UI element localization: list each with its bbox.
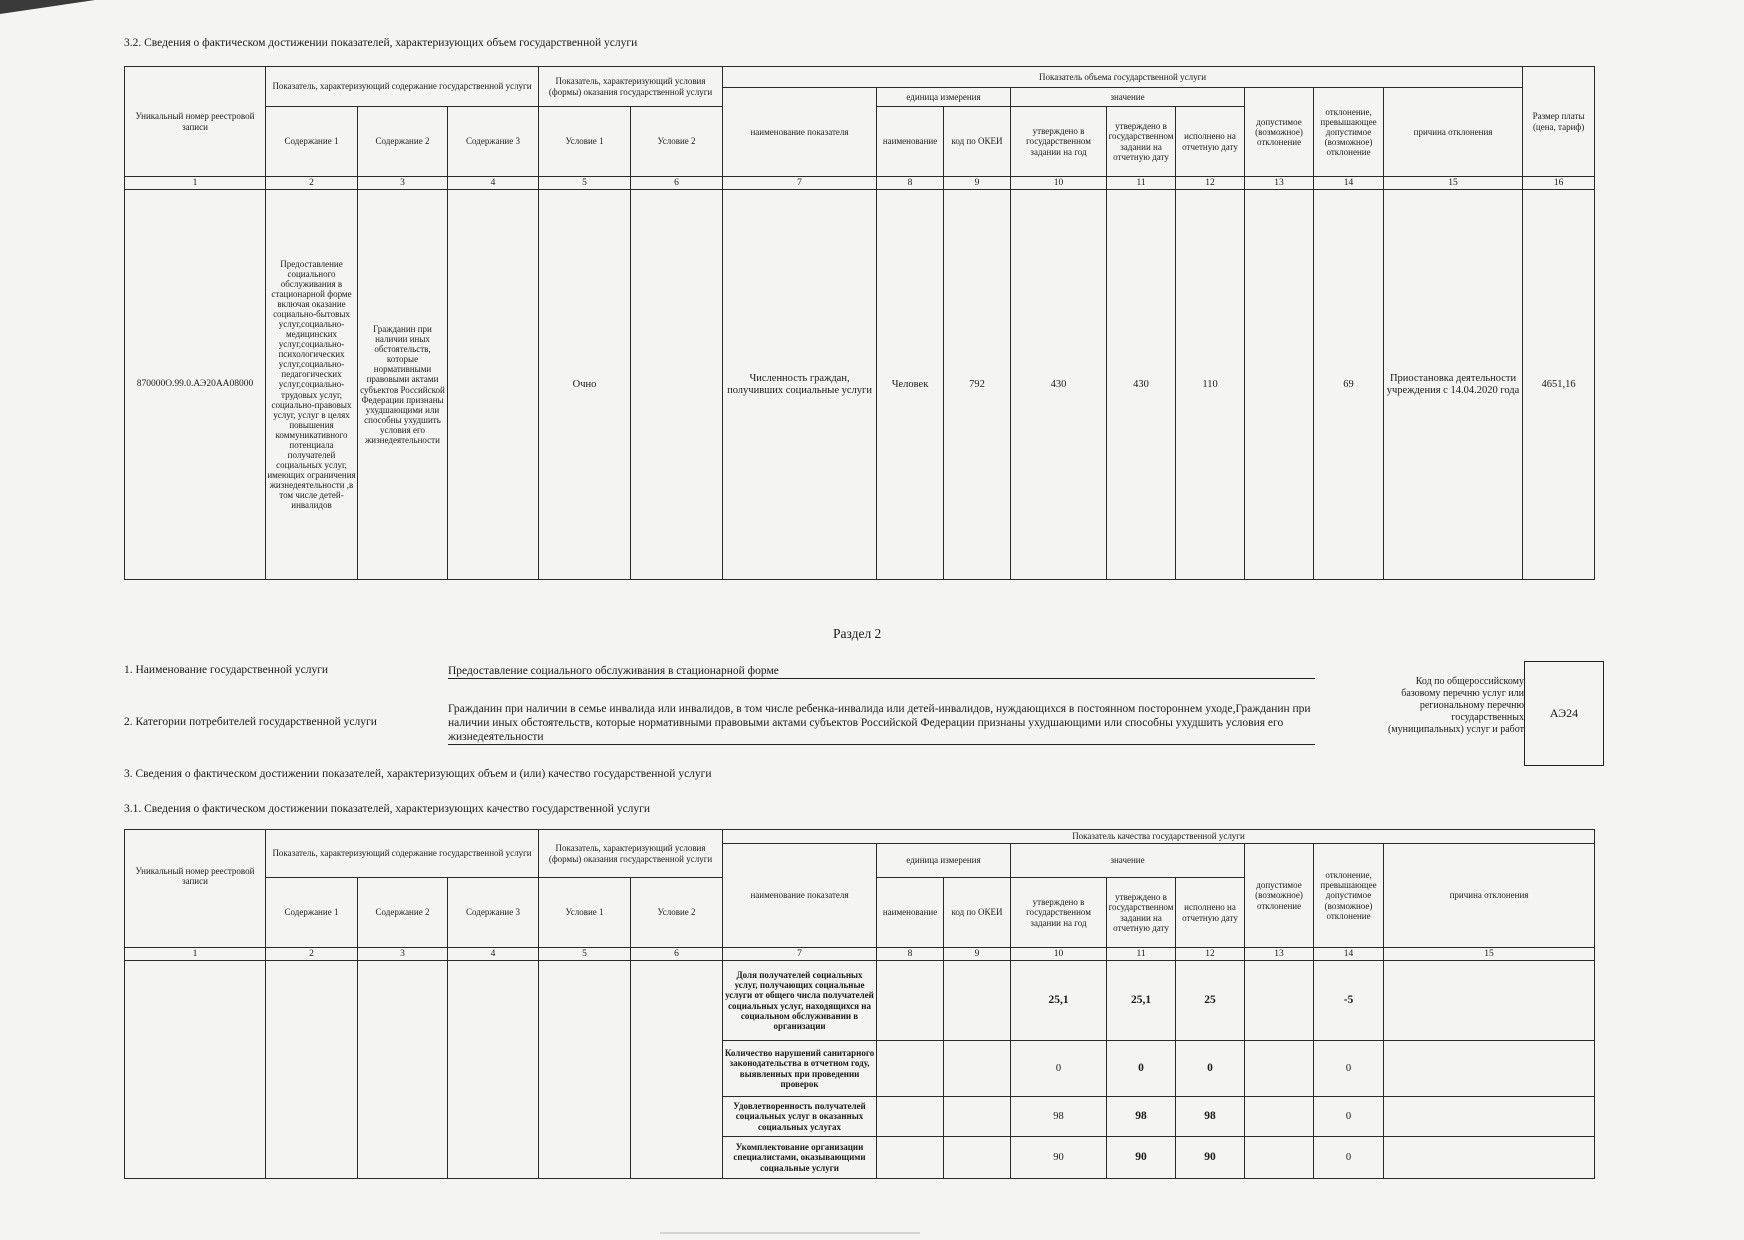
header-okei: код по ОКЕИ (944, 107, 1011, 177)
col-number: 9 (944, 948, 1011, 961)
header-indicator-name: наименование показателя (723, 844, 877, 948)
table-row (125, 190, 1595, 580)
indicator-cell: Численность граждан, получивших социальные услуги (723, 190, 877, 580)
indicator-cell: Доля получателей социальных услуг, получающих социальные услуги от общего числа получателей социальных услуг, находящихся на социальном обслуживании в организации (723, 961, 877, 1041)
okei-cell (944, 1097, 1011, 1137)
approved-year-cell: 98 (1011, 1097, 1107, 1137)
col-number: 5 (539, 177, 631, 190)
col-number: 15 (1384, 948, 1595, 961)
header-content-1: Содержание 1 (266, 878, 358, 948)
col-number: 3 (358, 177, 448, 190)
service-code-box: АЭ24 (1524, 661, 1604, 766)
col-number: 11 (1107, 948, 1176, 961)
okei-cell (944, 961, 1011, 1041)
scan-corner-mark (0, 0, 95, 14)
approved-year-cell: 90 (1011, 1137, 1107, 1179)
header-executed: исполнено на отчетную дату (1176, 878, 1245, 948)
content-3-cell (448, 961, 539, 1179)
section-heading: Раздел 2 (833, 626, 882, 641)
column-numbers-row (125, 948, 1595, 961)
col-number: 15 (1384, 177, 1523, 190)
col-number: 1 (125, 948, 266, 961)
executed-cell: 90 (1176, 1137, 1245, 1179)
reason-cell: Приостановка деятельности учреждения с 14.04.2020 года (1384, 190, 1523, 580)
allowed-deviation-cell (1245, 1097, 1314, 1137)
header-executed: исполнено на отчетную дату (1176, 107, 1245, 177)
okei-cell (944, 1041, 1011, 1097)
exceed-deviation-cell: 0 (1314, 1097, 1384, 1137)
allowed-deviation-cell (1245, 190, 1314, 580)
col-number: 13 (1245, 177, 1314, 190)
col-number: 13 (1245, 948, 1314, 961)
header-approved-date: утверждено в государственном задании на отчетную дату (1107, 107, 1176, 177)
col-number: 6 (631, 948, 723, 961)
header-content-1: Содержание 1 (266, 107, 358, 177)
header-registry: Уникальный номер реестровой записи (125, 67, 266, 177)
unit-cell (877, 961, 944, 1041)
header-content-3: Содержание 3 (448, 107, 539, 177)
executed-cell: 0 (1176, 1041, 1245, 1097)
col-number: 3 (358, 948, 448, 961)
condition-2-cell (631, 961, 723, 1179)
header-exceed-deviation: отклонение, превышающее допустимое (возможное) отклонение (1314, 88, 1384, 177)
indicator-cell: Удовлетворенность получателей социальных услуг в оказанных социальных услугах (723, 1097, 877, 1137)
unit-cell (877, 1097, 944, 1137)
header-content-group: Показатель, характеризующий содержание государственной услуги (266, 830, 539, 878)
executed-cell: 25 (1176, 961, 1245, 1041)
column-numbers-row (125, 177, 1595, 190)
col-number: 9 (944, 177, 1011, 190)
header-unit-name: наименование (877, 878, 944, 948)
header-allowed-deviation: допустимое (возможное) отклонение (1245, 844, 1314, 948)
item-3-title: 3. Сведения о фактическом достижении показателей, характеризующих объем и (или) качество государственной услуги (124, 768, 712, 780)
col-number: 4 (448, 948, 539, 961)
col-number: 14 (1314, 177, 1384, 190)
consumer-categories-value: Гражданин при наличии в семье инвалида или инвалидов, в том числе ребенка-инвалида или детей-инвалидов, нуждающихся в постоянном постороннем уходе,Гражданин при наличии иных обстоятельств, которые нормативными правовыми актами субъектов Российской Федерации признаны ухудшающими или способны ухудшить условия его жизнедеятельности (448, 702, 1315, 745)
service-name-value: Предоставление социального обслуживания в стационарной форме (448, 664, 1315, 679)
header-okei: код по ОКЕИ (944, 878, 1011, 948)
reason-cell (1384, 961, 1595, 1041)
approved-year-cell: 0 (1011, 1041, 1107, 1097)
indicator-cell: Укомплектование организации специалистами, оказывающими социальные услуги (723, 1137, 877, 1179)
section-3-2-title: 3.2. Сведения о фактическом достижении показателей, характеризующих объем государственной услуги (124, 37, 638, 49)
condition-1-cell: Очно (539, 190, 631, 580)
condition-1-cell (539, 961, 631, 1179)
header-reason: причина отклонения (1384, 844, 1595, 948)
header-volume-group: Показатель объема государственной услуги (723, 67, 1523, 88)
header-allowed-deviation: допустимое (возможное) отклонение (1245, 88, 1314, 177)
exceed-deviation-cell: 0 (1314, 1137, 1384, 1179)
allowed-deviation-cell (1245, 961, 1314, 1041)
price-cell: 4651,16 (1523, 190, 1595, 580)
registry-number: 870000О.99.0.АЭ20АА08000 (125, 190, 266, 580)
volume-indicators-table (124, 66, 1595, 580)
allowed-deviation-cell (1245, 1041, 1314, 1097)
indicator-cell: Количество нарушений санитарного законодательства в отчетном году, выявленных при проведении проверок (723, 1041, 877, 1097)
header-indicator-name: наименование показателя (723, 88, 877, 177)
col-number: 1 (125, 177, 266, 190)
col-number: 7 (723, 177, 877, 190)
header-approved-year: утверждено в государственном задании на год (1011, 878, 1107, 948)
condition-2-cell (631, 190, 723, 580)
header-condition-group: Показатель, характеризующий условия (формы) оказания государственной услуги (539, 830, 723, 878)
approved-date-cell: 25,1 (1107, 961, 1176, 1041)
allowed-deviation-cell (1245, 1137, 1314, 1179)
header-unit-group: единица измерения (877, 88, 1011, 107)
content-2-cell: Гражданин при наличии иных обстоятельств, которые нормативными правовыми актами субъектов Российской Федерации признаны ухудшающими или способны ухудшить условия его жизнедеятельности (358, 190, 448, 580)
content-3-cell (448, 190, 539, 580)
content-1-cell (266, 961, 358, 1179)
table-row (125, 961, 1595, 1041)
col-number: 4 (448, 177, 539, 190)
col-number: 10 (1011, 948, 1107, 961)
col-number: 7 (723, 948, 877, 961)
col-number: 8 (877, 948, 944, 961)
header-content-2: Содержание 2 (358, 107, 448, 177)
col-number: 2 (266, 177, 358, 190)
header-registry: Уникальный номер реестровой записи (125, 830, 266, 948)
col-number: 10 (1011, 177, 1107, 190)
unit-cell (877, 1041, 944, 1097)
header-condition-group: Показатель, характеризующий условия (формы) оказания государственной услуги (539, 67, 723, 107)
quality-indicators-table (124, 829, 1595, 1179)
col-number: 5 (539, 948, 631, 961)
header-unit-group: единица измерения (877, 844, 1011, 878)
col-number: 16 (1523, 177, 1595, 190)
header-exceed-deviation: отклонение, превышающее допустимое (возможное) отклонение (1314, 844, 1384, 948)
okei-cell: 792 (944, 190, 1011, 580)
col-number: 2 (266, 948, 358, 961)
reason-cell (1384, 1041, 1595, 1097)
header-value-group: значение (1011, 844, 1245, 878)
reason-cell (1384, 1137, 1595, 1179)
col-number: 8 (877, 177, 944, 190)
header-reason: причина отклонения (1384, 88, 1523, 177)
consumer-categories-label: 2. Категории потребителей государственной услуги (124, 716, 377, 728)
item-3-1-title: 3.1. Сведения о фактическом достижении показателей, характеризующих качество государственной услуги (124, 803, 651, 815)
approved-date-cell: 90 (1107, 1137, 1176, 1179)
header-approved-year: утверждено в государственном задании на год (1011, 107, 1107, 177)
reason-cell (1384, 1097, 1595, 1137)
okei-cell (944, 1137, 1011, 1179)
col-number: 12 (1176, 177, 1245, 190)
approved-date-cell: 0 (1107, 1041, 1176, 1097)
exceed-deviation-cell: -5 (1314, 961, 1384, 1041)
header-content-group: Показатель, характеризующий содержание государственной услуги (266, 67, 539, 107)
header-content-3: Содержание 3 (448, 878, 539, 948)
service-code-label: Код по общероссийскому базовому перечню услуг или региональному перечню государственных (муниципальных) услуг и работ (1387, 676, 1524, 735)
header-price: Размер платы (цена, тариф) (1523, 67, 1595, 177)
unit-cell (877, 1137, 944, 1179)
scan-artifact (660, 1232, 920, 1234)
registry-number (125, 961, 266, 1179)
approved-year-cell: 430 (1011, 190, 1107, 580)
unit-cell: Человек (877, 190, 944, 580)
header-content-2: Содержание 2 (358, 878, 448, 948)
col-number: 14 (1314, 948, 1384, 961)
header-quality-group: Показатель качества государственной услуги (723, 830, 1595, 844)
exceed-deviation-cell: 0 (1314, 1041, 1384, 1097)
header-condition-1: Условие 1 (539, 107, 631, 177)
approved-date-cell: 430 (1107, 190, 1176, 580)
header-unit-name: наименование (877, 107, 944, 177)
service-name-label: 1. Наименование государственной услуги (124, 664, 329, 676)
content-2-cell (358, 961, 448, 1179)
col-number: 6 (631, 177, 723, 190)
header-approved-date: утверждено в государственном задании на отчетную дату (1107, 878, 1176, 948)
header-value-group: значение (1011, 88, 1245, 107)
approved-year-cell: 25,1 (1011, 961, 1107, 1041)
exceed-deviation-cell: 69 (1314, 190, 1384, 580)
header-condition-2: Условие 2 (631, 107, 723, 177)
col-number: 11 (1107, 177, 1176, 190)
header-condition-2: Условие 2 (631, 878, 723, 948)
content-1-cell: Предоставление социального обслуживания в стационарной форме включая оказание социально-бытовых услуг,социально-медицинских услуг,социально-психологических услуг,социально-педагогических услуг,социально-трудовых услуг, социально-правовых услуг, услуг в целях повышения коммуникативного потенциала получателей социальных услуг, имеющих ограничения жизнедеятельности ,в том числе детей-инвалидов (266, 190, 358, 580)
approved-date-cell: 98 (1107, 1097, 1176, 1137)
executed-cell: 98 (1176, 1097, 1245, 1137)
header-condition-1: Условие 1 (539, 878, 631, 948)
executed-cell: 110 (1176, 190, 1245, 580)
col-number: 12 (1176, 948, 1245, 961)
